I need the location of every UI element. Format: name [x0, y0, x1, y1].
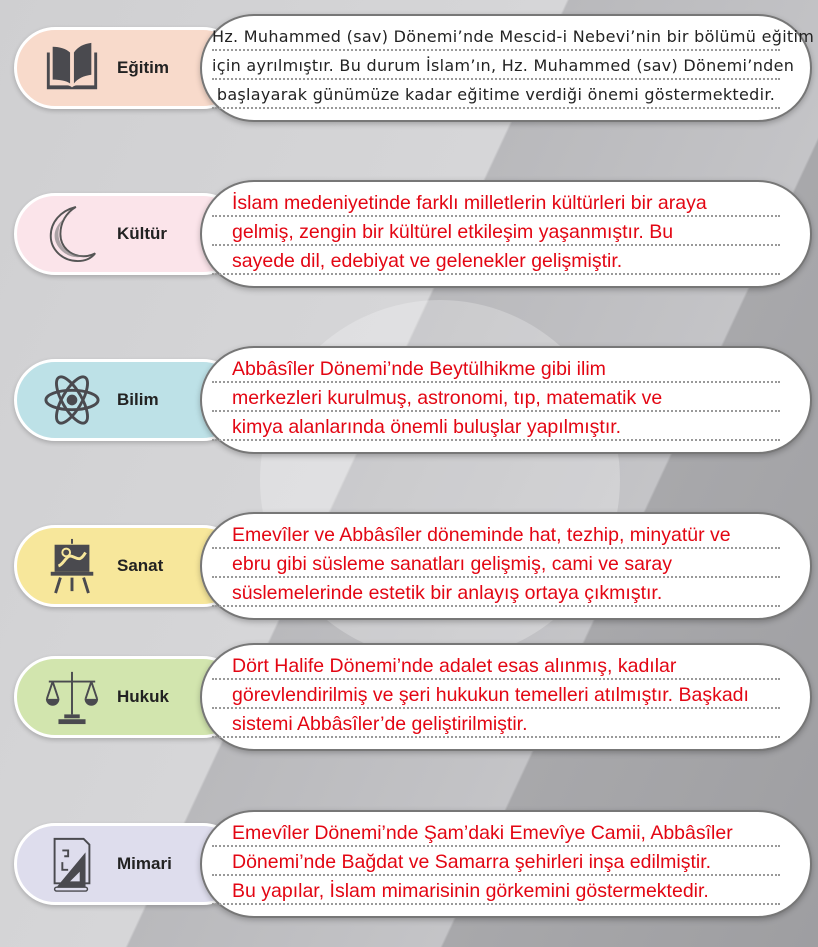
crescent-icon [43, 205, 101, 263]
topic-row-mimari [0, 810, 818, 918]
answer-line: İslam medeniyetinde farklı milletlerin kültürleri bir araya [212, 188, 780, 217]
answer-line: gelmiş, zengin bir kültürel etkileşim yaşanmıştır. Bu [212, 217, 780, 246]
topic-label: Mimari [117, 854, 172, 873]
answer-line: sistemi Abbâsîler’de geliştirilmiştir. [212, 709, 780, 738]
topic-row-bilim [0, 346, 818, 454]
answer-line: Emevîler ve Abbâsîler döneminde hat, tezhip, minyatür ve [212, 520, 780, 549]
scales-icon [43, 668, 101, 726]
answer-line: için ayrılmıştır. Bu durum İslam’ın, Hz. Muhammed (sav) Dönemi’nden [212, 51, 780, 80]
answer-line: Emevîler Dönemi’nde Şam’daki Emevîye Camii, Abbâsîler [212, 818, 780, 847]
atom-icon [43, 371, 101, 429]
answer-bubble [200, 810, 812, 918]
topic-row-sanat [0, 512, 818, 620]
answer-bubble [200, 346, 812, 454]
answer-line: merkezleri kurulmuş, astronomi, tıp, matematik ve [212, 383, 780, 412]
answer-bubble [200, 643, 812, 751]
topic-row-hukuk [0, 643, 818, 751]
easel-icon [43, 537, 101, 595]
answer-bubble [200, 14, 815, 122]
answer-bubble [200, 512, 812, 620]
answer-line: Dönemi’nde Bağdat ve Samarra şehirleri inşa edilmiştir. [212, 847, 780, 876]
topic-row-kültür [0, 180, 818, 288]
answer-line: kimya alanlarında önemli buluşlar yapılmıştır. [212, 412, 780, 441]
topic-label: Eğitim [117, 58, 169, 77]
book-icon [43, 39, 101, 97]
answer-line: Bu yapılar, İslam mimarisinin görkemini göstermektedir. [212, 876, 780, 905]
answer-line: Dört Halife Dönemi’nde adalet esas alınmış, kadılar [212, 651, 780, 680]
answer-line: Abbâsîler Dönemi’nde Beytülhikme gibi ilim [212, 354, 780, 383]
answer-line: Hz. Muhammed (sav) Dönemi’nde Mescid-i Nebevi’nin bir bölümü eğitim [212, 22, 780, 51]
topic-label: Kültür [117, 224, 168, 243]
topic-row-eğitim [0, 14, 818, 122]
topic-label: Bilim [117, 390, 159, 409]
answer-line: ebru gibi süsleme sanatları gelişmiş, cami ve saray [212, 549, 780, 578]
answer-line: başlayarak günümüze kadar eğitime verdiği önemi göstermektedir. [212, 80, 780, 109]
blueprint-icon [43, 835, 101, 893]
topic-label: Sanat [117, 556, 164, 575]
topic-label: Hukuk [117, 687, 169, 706]
answer-line: görevlendirilmiş ve şeri hukukun temelleri atılmıştır. Başkadı [212, 680, 780, 709]
answer-line: sayede dil, edebiyat ve gelenekler gelişmiştir. [212, 246, 780, 275]
answer-bubble [200, 180, 812, 288]
answer-line: süslemelerinde estetik bir anlayış ortaya çıkmıştır. [212, 578, 780, 607]
